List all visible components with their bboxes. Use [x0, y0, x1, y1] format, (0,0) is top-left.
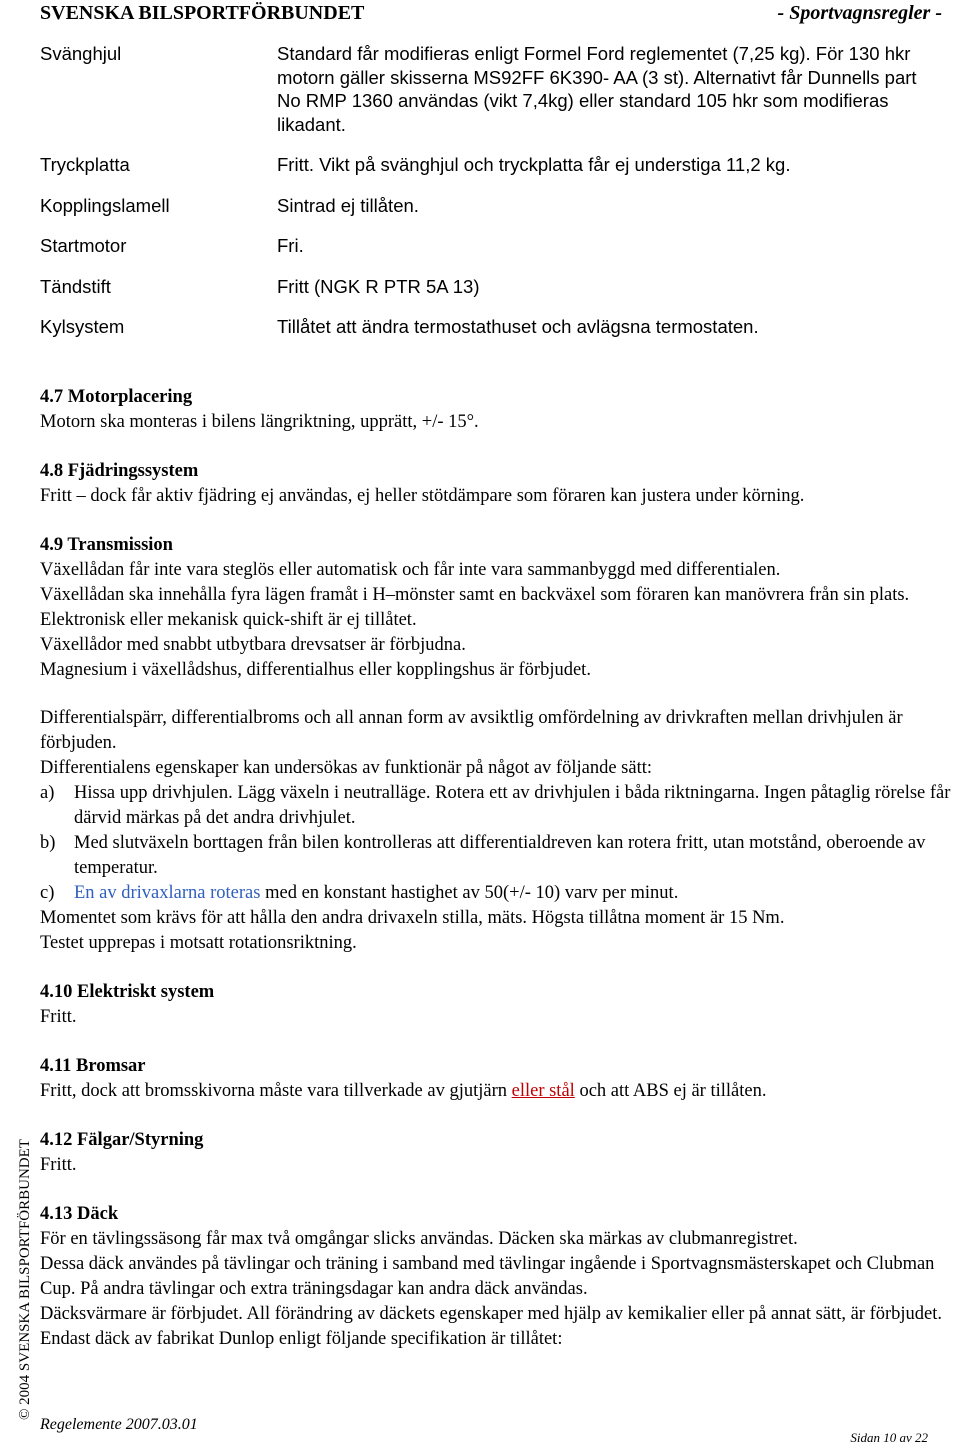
- section-bromsar: [40, 1054, 952, 1104]
- spec-label: Tändstift: [40, 275, 111, 297]
- section-transmission: [40, 533, 952, 683]
- spec-label: Tryckplatta: [40, 154, 130, 175]
- spec-row: [40, 194, 940, 218]
- section-text: För en tävlingssäsong får max två omgångar slicks användas. Däcken ska märkas av clubmanregistret.: [40, 1229, 798, 1249]
- spec-row: [40, 42, 940, 136]
- paragraph: Differentialspärr, differentialbroms och all annan form av avsiktlig omfördelning av drivkraften mellan drivhjulen är förbjuden.: [40, 708, 903, 753]
- section-text: Fritt – dock får aktiv fjädring ej användas, ej heller stötdämpare som föraren kan justera under körning.: [40, 486, 805, 506]
- side-copyright-text: © 2004 SVENSKA BILSPORTFÖRBUNDET: [17, 1139, 33, 1420]
- spec-value: Tillåtet att ändra termostathuset och avlägsna termostaten.: [277, 316, 759, 337]
- list-item: [40, 831, 952, 881]
- list-text-rest: med en konstant hastighet av 50(+/- 10) varv per minut.: [260, 883, 679, 903]
- list-item: [40, 881, 952, 906]
- section-heading: 4.10 Elektriskt system: [40, 982, 215, 1002]
- section-heading: 4.8 Fjädringssystem: [40, 461, 199, 481]
- spec-label: Startmotor: [40, 235, 127, 256]
- spec-value: Standard får modifieras enligt Formel Ford reglementet (7,25 kg). För 130 hkr motorn gäller skisserna MS92FF 6K390- AA (3 st). Alternativt får Dunnells part No RMP 1360 användas (vikt 7,4kg) eller standard 105 hkr som modifieras likadant.: [277, 43, 917, 135]
- section-falgar-styrning: [40, 1128, 952, 1178]
- section-text: [40, 1079, 952, 1104]
- list-item: [40, 781, 952, 831]
- side-copyright: [0, 1120, 33, 1420]
- section-text: Växellådor med snabbt utbytbara drevsatser är förbjudna.: [40, 635, 466, 655]
- highlighted-text: eller stål: [511, 1081, 575, 1101]
- spec-row: [40, 275, 940, 299]
- spec-label: Svänghjul: [40, 43, 122, 64]
- spec-label: Kylsystem: [40, 316, 125, 337]
- section-text: Fritt.: [40, 1007, 77, 1027]
- section-elektriskt-system: [40, 980, 952, 1030]
- section-heading: 4.7 Motorplacering: [40, 387, 193, 407]
- spec-value: Fritt (NGK R PTR 5A 13): [277, 275, 480, 297]
- header-document-title: - Sportvagnsregler -: [777, 2, 942, 24]
- section-text: Växellådan ska innehålla fyra lägen framåt i H–mönster samt en backväxel som föraren kan manövrera från sin plats. Elektronisk eller mekanisk quick-shift är ej tillåtet.: [40, 585, 910, 630]
- section-text: Däcksvärmare är förbjudet. All förändring av däckets egenskaper med hjälp av kemikalier eller på annat sätt, är förbjudet.: [40, 1304, 943, 1324]
- highlighted-text: En av drivaxlarna roteras: [74, 883, 261, 903]
- paragraph: Momentet som krävs för att hålla den andra drivaxeln stilla, mäts. Högsta tillåtna moment är 15 Nm.: [40, 908, 785, 928]
- section-fjadringssystem: [40, 459, 952, 509]
- page-header: [40, 2, 942, 28]
- section-heading: 4.12 Fälgar/Styrning: [40, 1130, 204, 1150]
- text-after: och att ABS ej är tillåten.: [574, 1081, 767, 1101]
- document-body: [40, 385, 952, 1376]
- spec-row: [40, 315, 940, 339]
- spec-row: [40, 153, 940, 177]
- list-text: [74, 881, 678, 906]
- text-before: Fritt, dock att bromsskivorna måste vara tillverkade av gjutjärn: [40, 1081, 512, 1101]
- page-number: Sidan 10 av 22: [850, 1430, 928, 1445]
- section-differential: [40, 706, 952, 956]
- spec-table: [40, 42, 940, 356]
- section-heading: 4.11 Bromsar: [40, 1056, 146, 1076]
- list-marker: a): [40, 783, 55, 803]
- section-text: Endast däck av fabrikat Dunlop enligt följande specifikation är tillåtet:: [40, 1329, 563, 1349]
- header-organization: SVENSKA BILSPORTFÖRBUNDET: [40, 2, 365, 24]
- section-heading: 4.13 Däck: [40, 1204, 119, 1224]
- footer-revision: Regelemente 2007.03.01: [40, 1416, 198, 1433]
- section-text: Fritt.: [40, 1155, 77, 1175]
- spec-value: Fri.: [277, 235, 304, 256]
- section-text: Dessa däck användes på tävlingar och träning i samband med tävlingar ingående i Sportvagnsmästerskapet och Clubman Cup. På andra tävlingar och extra träningsdagar kan andra däck användas.: [40, 1254, 935, 1299]
- spec-row: [40, 234, 940, 258]
- section-text: Växellådan får inte vara steglös eller automatisk och får inte vara sammanbyggd med differentialen.: [40, 560, 781, 580]
- section-dack: [40, 1202, 952, 1352]
- paragraph: Differentialens egenskaper kan undersökas av funktionär på något av följande sätt:: [40, 758, 652, 778]
- spec-value: Sintrad ej tillåten.: [277, 194, 419, 216]
- list-text: Med slutväxeln borttagen från bilen kontrolleras att differentialdreven kan rotera fritt, utan motstånd, oberoende av temperatur.: [74, 833, 926, 878]
- list-marker: c): [40, 883, 55, 903]
- section-heading: 4.9 Transmission: [40, 535, 173, 555]
- spec-value: Fritt. Vikt på svänghjul och tryckplatta får ej understiga 11,2 kg.: [277, 154, 791, 175]
- list-text: Hissa upp drivhjulen. Lägg växeln i neutralläge. Rotera ett av drivhjulen i båda riktningarna. Ingen påtaglig rörelse får därvid märkas på det andra drivhjulet.: [74, 783, 951, 828]
- list-marker: b): [40, 833, 56, 853]
- section-motorplacering: [40, 385, 952, 435]
- spec-label: Kopplingslamell: [40, 194, 170, 216]
- section-text: Motorn ska monteras i bilens längriktning, upprätt, +/- 15°.: [40, 412, 479, 432]
- paragraph: Testet upprepas i motsatt rotationsriktning.: [40, 933, 357, 953]
- section-text: Magnesium i växellådshus, differentialhus eller kopplingshus är förbjudet.: [40, 660, 591, 680]
